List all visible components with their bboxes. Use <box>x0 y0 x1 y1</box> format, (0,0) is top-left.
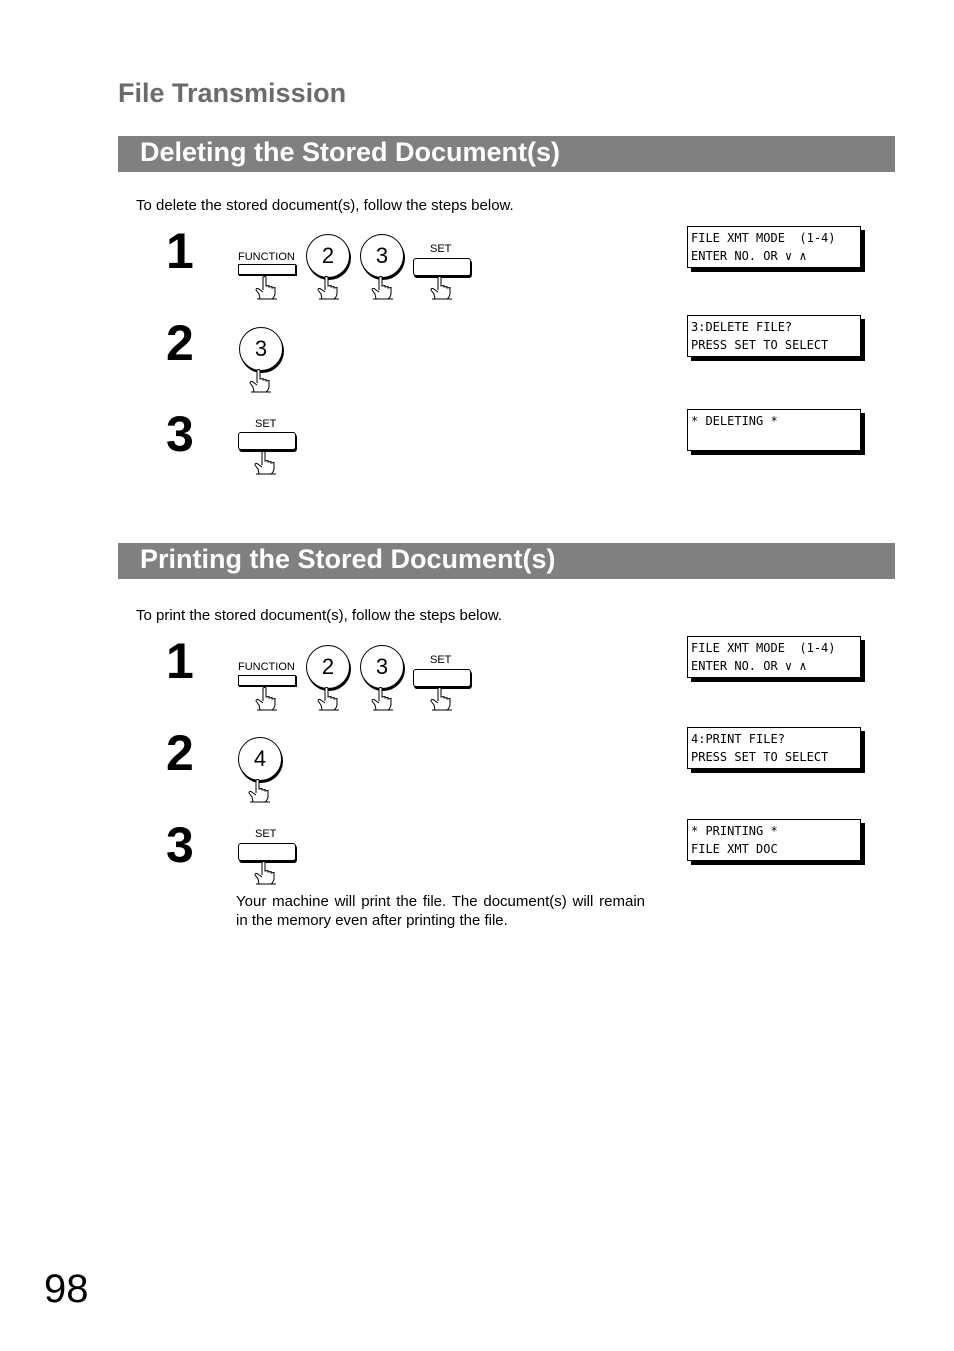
set-button[interactable] <box>413 669 471 687</box>
step-number: 2 <box>166 725 194 781</box>
section-intro: To print the stored document(s), follow the steps below. <box>136 607 503 624</box>
keypad-button[interactable]: 3 <box>360 234 404 278</box>
lcd-display <box>687 409 861 451</box>
set-key-label: SET <box>430 243 452 255</box>
lcd-display <box>687 226 861 268</box>
keypad-button[interactable]: 3 <box>360 645 404 689</box>
finger-press-icon <box>429 687 455 711</box>
set-button[interactable] <box>413 258 471 276</box>
step-number: 2 <box>166 315 194 371</box>
step-number: 3 <box>166 406 194 462</box>
lcd-line: 4:PRINT FILE? <box>691 732 785 746</box>
section-title: Printing the Stored Document(s) <box>140 544 556 574</box>
finger-press-icon <box>316 276 342 300</box>
set-key-label: SET <box>430 654 452 666</box>
page-number: 98 <box>44 1267 89 1311</box>
keypad-button[interactable]: 3 <box>239 327 283 371</box>
section-header-delete <box>118 136 895 172</box>
lcd-display <box>687 819 861 861</box>
set-button[interactable] <box>238 432 296 450</box>
lcd-line: ENTER NO. OR ∨ ∧ <box>691 659 807 673</box>
function-key[interactable] <box>238 675 296 686</box>
set-key-label: SET <box>255 418 277 430</box>
function-key[interactable] <box>238 264 296 275</box>
function-key-label: FUNCTION <box>238 661 295 673</box>
step-note: Your machine will print the file. The document(s) will remain in the memory even after printing the file. <box>236 893 645 929</box>
finger-press-icon <box>253 451 279 475</box>
keypad-button[interactable]: 4 <box>238 737 282 781</box>
lcd-line: * DELETING * <box>691 414 778 428</box>
set-button[interactable] <box>238 843 296 861</box>
lcd-line: FILE XMT DOC <box>691 842 778 856</box>
chapter-title: File Transmission <box>118 78 347 108</box>
section-title: Deleting the Stored Document(s) <box>140 137 561 167</box>
lcd-line: FILE XMT MODE (1-4) <box>691 641 836 655</box>
lcd-line: FILE XMT MODE (1-4) <box>691 231 836 245</box>
lcd-line: PRESS SET TO SELECT <box>691 338 829 352</box>
keypad-button[interactable]: 2 <box>306 234 350 278</box>
section-intro: To delete the stored document(s), follow the steps below. <box>136 197 514 214</box>
step-number: 1 <box>166 223 194 279</box>
lcd-display <box>687 636 861 678</box>
finger-press-icon <box>247 779 273 803</box>
finger-press-icon <box>253 861 279 885</box>
lcd-display <box>687 315 861 357</box>
finger-press-icon <box>254 687 280 711</box>
section-header-print <box>118 543 895 579</box>
lcd-line: PRESS SET TO SELECT <box>691 750 829 764</box>
finger-press-icon <box>316 687 342 711</box>
step-number: 3 <box>166 817 194 873</box>
set-key-label: SET <box>255 828 277 840</box>
lcd-line: ENTER NO. OR ∨ ∧ <box>691 249 807 263</box>
lcd-line: 3:DELETE FILE? <box>691 320 793 334</box>
finger-press-icon <box>370 276 396 300</box>
keypad-button[interactable]: 2 <box>306 645 350 689</box>
finger-press-icon <box>370 687 396 711</box>
finger-press-icon <box>248 369 274 393</box>
lcd-line: * PRINTING * <box>691 824 778 838</box>
finger-press-icon <box>429 276 455 300</box>
lcd-display <box>687 727 861 769</box>
step-number: 1 <box>166 633 194 689</box>
finger-press-icon <box>254 276 280 300</box>
function-key-label: FUNCTION <box>238 251 295 263</box>
